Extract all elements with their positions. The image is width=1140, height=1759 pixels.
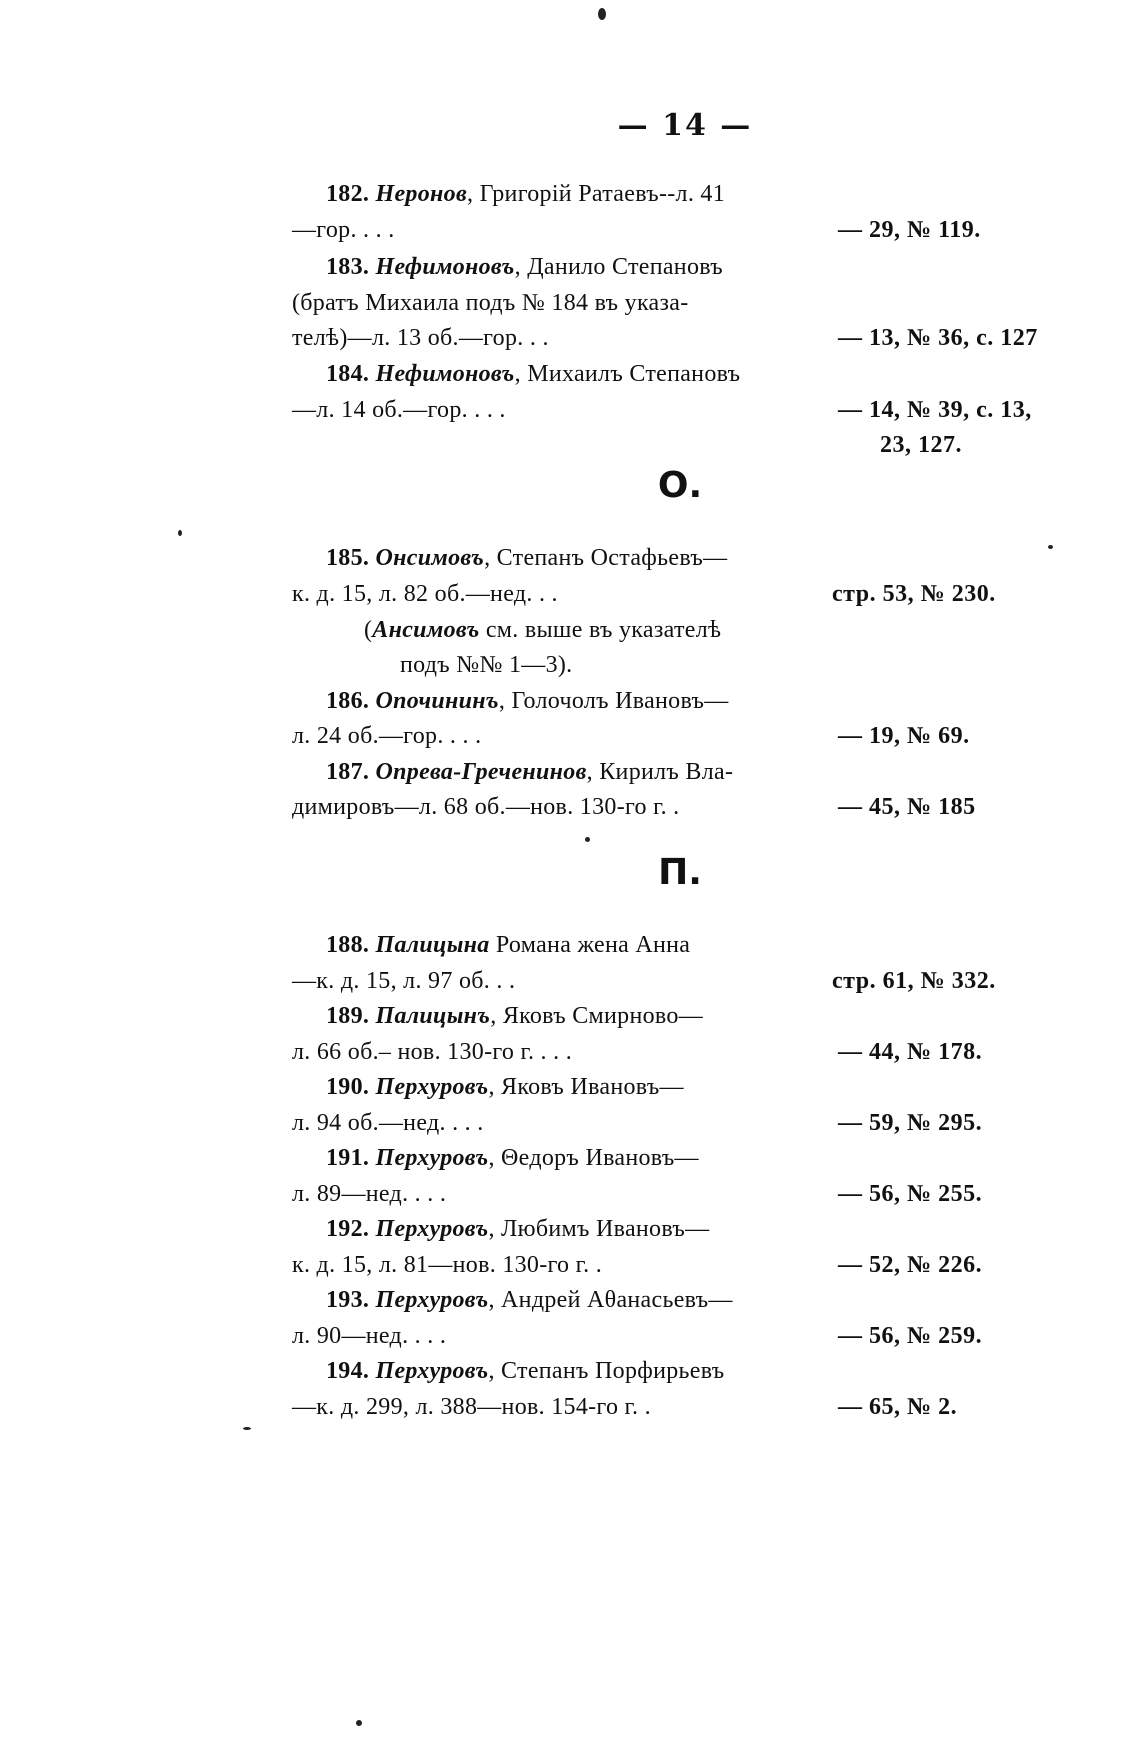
scan-speck (1048, 545, 1053, 549)
entry-number: 192. (326, 1216, 370, 1242)
entry-191-line-2: л. 89—нед. . . . (292, 1181, 447, 1207)
entry-189-line-2: л. 66 об.– нов. 130-го г. . . . (292, 1039, 573, 1065)
entry-188-line-1 (326, 925, 690, 965)
entry-text: Романа жена Анна (489, 932, 691, 958)
scan-speck (585, 837, 590, 842)
entry-184-reference-cont: 23, 127. (880, 432, 962, 458)
scan-speck (598, 8, 606, 20)
entry-182-line-1 (326, 174, 725, 214)
entry-194-reference: — 65, № 2. (838, 1394, 958, 1420)
entry-184-line-1 (326, 354, 740, 394)
note-text: см. выше въ указателѣ (479, 617, 722, 643)
entry-text: , Голочолъ Ивановъ— (498, 688, 729, 714)
entry-193-line-1 (326, 1280, 733, 1320)
note-surname: Ансимовъ (372, 617, 480, 643)
entry-182-line-2: —гор. . . . (292, 217, 395, 243)
entry-187-line-2: димировъ—л. 68 об.—нов. 130-го г. . (292, 794, 680, 820)
entry-number: 190. (326, 1074, 370, 1100)
entry-surname: Перхуровъ (375, 1074, 489, 1100)
entry-183-line-3: телѣ)—л. 13 об.—гор. . . (292, 325, 549, 351)
scan-speck (243, 1427, 251, 1430)
entry-surname: Палицынъ (375, 1003, 491, 1029)
entry-182-reference: — 29, № 119. (838, 217, 981, 243)
entry-number: 186. (326, 688, 370, 714)
entry-185-line-2: к. д. 15, л. 82 об.—нед. . . (292, 581, 558, 607)
entry-text: , Данило Степановъ (514, 254, 723, 280)
entry-text: , Михаилъ Степановъ (514, 361, 741, 387)
entry-number: 185. (326, 545, 370, 571)
entry-number: 193. (326, 1287, 370, 1313)
entry-188-line-2: —к. д. 15, л. 97 об. . . (292, 968, 516, 994)
entry-185-line-1 (326, 538, 727, 578)
entry-text: , Яковъ Ивановъ— (488, 1074, 684, 1100)
entry-surname: Опрева-Греченинов (375, 759, 587, 785)
entry-183-line-1 (326, 247, 723, 287)
section-heading-o: О. (657, 465, 703, 506)
entry-185-reference: стр. 53, № 230. (832, 581, 996, 607)
entry-190-reference: — 59, № 295. (838, 1110, 983, 1136)
scan-speck (356, 1720, 362, 1726)
entry-189-line-1 (326, 996, 703, 1036)
entry-surname: Нефимоновъ (375, 361, 515, 387)
entry-194-line-2: —к. д. 299, л. 388—нов. 154-го г. . (292, 1394, 651, 1420)
entry-187-line-1 (326, 752, 733, 792)
entry-text: , Андрей Аθанасьевъ— (488, 1287, 733, 1313)
entry-surname: Перхуровъ (375, 1216, 489, 1242)
scan-speck (178, 530, 182, 536)
entry-191-reference: — 56, № 255. (838, 1181, 983, 1207)
entry-187-reference: — 45, № 185 (838, 794, 976, 820)
entry-183-line-2: (братъ Михаила подъ № 184 въ указа- (292, 290, 689, 316)
entry-186-line-2: л. 24 об.—гор. . . . (292, 723, 482, 749)
entry-193-reference: — 56, № 259. (838, 1323, 983, 1349)
entry-188-reference: стр. 61, № 332. (832, 968, 996, 994)
entry-184-reference: — 14, № 39, с. 13, (838, 397, 1032, 423)
entry-surname: Нефимоновъ (375, 254, 515, 280)
entry-surname: Неронов (375, 181, 467, 207)
entry-number: 194. (326, 1358, 370, 1384)
entry-189-reference: — 44, № 178. (838, 1039, 983, 1065)
entry-number: 184. (326, 361, 370, 387)
entry-text: , Степанъ Порфирьевъ (488, 1358, 725, 1384)
entry-190-line-1 (326, 1067, 684, 1107)
entry-192-line-2: к. д. 15, л. 81—нов. 130-го г. . (292, 1252, 602, 1278)
note-line-1: (Ансимовъ см. выше въ указателѣ (364, 617, 722, 643)
entry-surname: Онсимовъ (375, 545, 485, 571)
entry-surname: Палицына (375, 932, 490, 958)
entry-number: 189. (326, 1003, 370, 1029)
section-heading-p: П. (658, 852, 702, 893)
entry-surname: Перхуровъ (375, 1358, 489, 1384)
page-number: — 14 — (617, 108, 753, 143)
note-line-2: подъ №№ 1—3). (400, 652, 573, 678)
entry-194-line-1 (326, 1351, 725, 1391)
entry-text: , Григорiй Ратаевъ--л. 41 (466, 181, 726, 207)
entry-surname: Опочининъ (375, 688, 499, 714)
entry-192-line-1 (326, 1209, 709, 1249)
entry-186-reference: — 19, № 69. (838, 723, 970, 749)
entry-191-line-1 (326, 1138, 699, 1178)
entry-186-line-1 (326, 681, 729, 721)
entry-192-reference: — 52, № 226. (838, 1252, 983, 1278)
entry-190-line-2: л. 94 об.—нед. . . . (292, 1110, 484, 1136)
entry-text: , Степанъ Остафьевъ— (484, 545, 728, 571)
entry-184-line-2: —л. 14 об.—гор. . . . (292, 397, 506, 423)
entry-number: 182. (326, 181, 370, 207)
entry-surname: Перхуровъ (375, 1287, 489, 1313)
entry-text: , Кирилъ Вла- (586, 759, 734, 785)
entry-text: , Θедоръ Ивановъ— (488, 1145, 699, 1171)
entry-193-line-2: л. 90—нед. . . . (292, 1323, 447, 1349)
entry-text: , Яковъ Смирново— (490, 1003, 703, 1029)
entry-number: 187. (326, 759, 370, 785)
entry-183-reference: — 13, № 36, с. 127 (838, 325, 1038, 351)
entry-number: 188. (326, 932, 370, 958)
entry-surname: Перхуровъ (375, 1145, 489, 1171)
entry-number: 183. (326, 254, 370, 280)
entry-number: 191. (326, 1145, 370, 1171)
entry-text: , Любимъ Ивановъ— (488, 1216, 710, 1242)
